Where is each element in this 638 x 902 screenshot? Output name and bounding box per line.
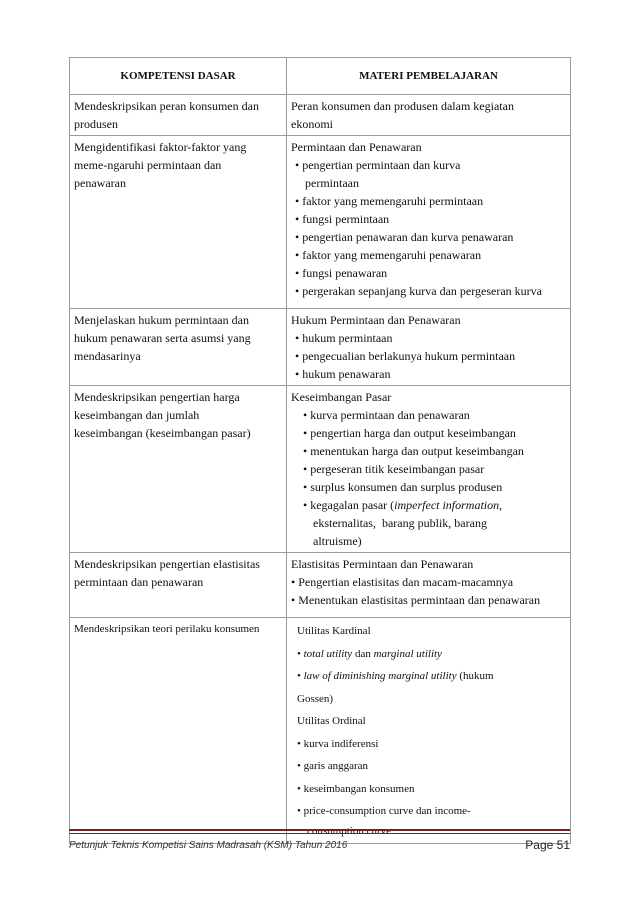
bullet-italic-text: marginal utility [373, 647, 442, 660]
materi-bullet: • faktor yang memengaruhi permintaan [295, 194, 484, 208]
materi-title: Utilitas Kardinal [297, 625, 371, 637]
materi-bullet: • kurva indiferensi [297, 737, 379, 750]
kd-line: Mendeskripsikan peran konsumen dan [74, 99, 259, 113]
materi-bullet: • pengecualian berlakunya hukum permintaan [295, 349, 516, 363]
kd-line: Mendeskripsikan pengertian harga [74, 390, 240, 404]
kd-line: Mendeskripsikan pengertian elastisitas [74, 557, 260, 571]
spacer [291, 609, 566, 615]
kd-cell [70, 553, 287, 618]
materi-line: Peran konsumen dan produsen dalam kegiatan [291, 99, 514, 113]
materi-bullet: • pengertian harga dan output keseimbangan [303, 426, 516, 440]
materi-bullet [297, 645, 566, 665]
bullet-italic-text: imperfect information [394, 498, 500, 512]
table-row [70, 136, 571, 309]
materi-cell [287, 386, 571, 553]
materi-bullet-continuation: eksternalitas, barang publik, barang [313, 516, 487, 530]
materi-bullet: • price-consumption curve dan income- [297, 805, 471, 817]
table-row [70, 386, 571, 553]
kd-line: penawaran [74, 176, 126, 190]
materi-title: Hukum Permintaan dan Penawaran [291, 313, 461, 327]
table-row [70, 309, 571, 386]
footer-rule [69, 829, 570, 831]
materi-bullet: • fungsi penawaran [295, 266, 388, 280]
kd-cell [70, 136, 287, 309]
materi-cell [287, 309, 571, 386]
materi-title: Elastisitas Permintaan dan Penawaran [291, 557, 474, 571]
header-kompetensi-dasar: KOMPETENSI DASAR [70, 58, 287, 95]
materi-bullet: • kurva permintaan dan penawaran [303, 408, 470, 422]
kd-cell [70, 309, 287, 386]
kd-line: Mengidentifikasi faktor-faktor yang [74, 140, 247, 154]
kd-line: permintaan dan penawaran [74, 575, 204, 589]
kd-line: mendasarinya [74, 349, 141, 363]
spacer [291, 300, 566, 306]
kd-line: meme-ngaruhi permintaan dan [74, 158, 222, 172]
materi-bullet: • surplus konsumen dan surplus produsen [303, 480, 503, 494]
materi-title: Keseimbangan Pasar [291, 390, 392, 404]
materi-title: Utilitas Ordinal [297, 715, 366, 727]
materi-bullet: • fungsi permintaan [295, 212, 390, 226]
bullet-text: • kegagalan pasar ( [303, 498, 395, 512]
bullet-text: , [499, 498, 503, 512]
materi-bullet: • menentukan harga dan output keseimbangan [303, 444, 524, 458]
materi-bullet-continuation: altruisme) [313, 534, 362, 548]
materi-bullet [291, 496, 566, 514]
materi-bullet: • hukum penawaran [295, 367, 391, 381]
materi-bullet: • Menentukan elastisitas permintaan dan penawaran [291, 593, 541, 607]
curriculum-table [69, 57, 571, 844]
materi-bullet: • faktor yang memengaruhi penawaran [295, 248, 482, 262]
materi-bullet [297, 667, 566, 687]
materi-title: Permintaan dan Penawaran [291, 140, 422, 154]
materi-bullet-continuation: Gossen) [297, 692, 334, 705]
footer-rule-thin [69, 833, 570, 834]
materi-bullet: • hukum permintaan [295, 331, 393, 345]
materi-cell [287, 136, 571, 309]
table-header-row [70, 58, 571, 95]
kd-cell [70, 95, 287, 136]
kd-cell [70, 618, 287, 844]
bullet-text: dan [352, 647, 374, 660]
kd-line: Menjelaskan hukum permintaan dan [74, 313, 249, 327]
kd-line: hukum penawaran serta asumsi yang [74, 331, 251, 345]
bullet-text: • [297, 670, 304, 682]
kd-cell [70, 386, 287, 553]
bullet-text: • [297, 647, 304, 660]
materi-bullet-continuation: consumption curve [307, 824, 392, 837]
table-row [70, 553, 571, 618]
footer-document-title: Petunjuk Teknis Kompetisi Sains Madrasah (KSM) Tahun 2016 [69, 840, 348, 851]
kd-line: keseimbangan (keseimbangan pasar) [74, 426, 251, 440]
kd-line: produsen [74, 117, 118, 131]
table-row [70, 618, 571, 844]
materi-cell [287, 618, 571, 844]
materi-bullet: • Pengertian elastisitas dan macam-macamnya [291, 575, 514, 589]
kd-line: Mendeskripsikan teori perilaku konsumen [74, 623, 260, 635]
materi-bullet: • pergerakan sepanjang kurva dan pergeseran kurva [295, 284, 542, 298]
materi-bullet-continuation: permintaan [305, 176, 359, 190]
kd-line: keseimbangan dan jumlah [74, 408, 200, 422]
materi-bullet: • garis anggaran [297, 760, 369, 772]
materi-cell [287, 553, 571, 618]
materi-bullet: • keseimbangan konsumen [297, 782, 415, 795]
table-row [70, 95, 571, 136]
bullet-text: (hukum [456, 670, 494, 682]
header-materi-pembelajaran: MATERI PEMBELAJARAN [287, 58, 571, 95]
materi-bullet: • pergeseran titik keseimbangan pasar [303, 462, 485, 476]
bullet-italic-text: law of diminishing marginal utility [303, 670, 457, 682]
materi-cell [287, 95, 571, 136]
bullet-italic-text: total utility [303, 647, 353, 660]
materi-bullet: • pengertian permintaan dan kurva [295, 158, 461, 172]
materi-bullet: • pengertian penawaran dan kurva penawaran [295, 230, 514, 244]
materi-line: ekonomi [291, 117, 333, 131]
footer-page-number: Page 51 [525, 838, 570, 852]
